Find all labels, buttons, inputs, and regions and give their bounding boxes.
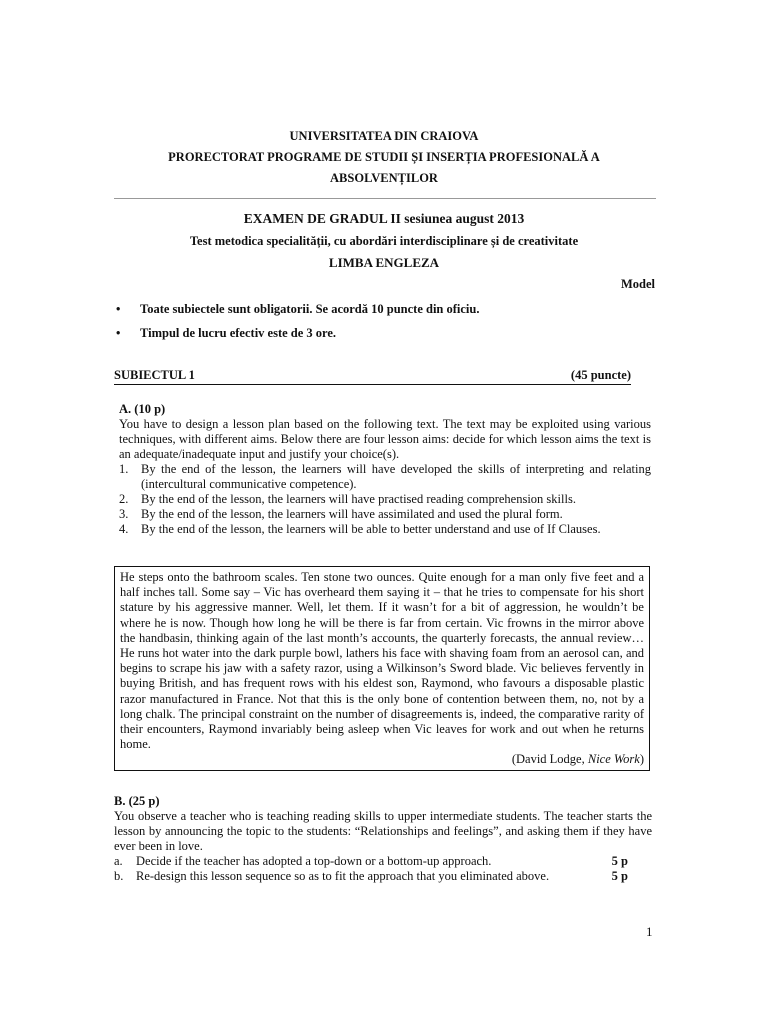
exam-subject: LIMBA ENGLEZA [328, 255, 440, 270]
aim-text: By the end of the lesson, the learners will have developed the skills of interpreting and relating (intercultural communicative competence). [141, 462, 651, 491]
task-letter: b. [114, 869, 124, 883]
instruction-item [114, 324, 656, 348]
aim-number: 3. [119, 507, 129, 521]
bullet-icon: • [116, 302, 121, 316]
instruction-text: Timpul de lucru efectiv este de 3 ore. [140, 326, 337, 340]
instruction-item [114, 300, 656, 324]
subject-heading [114, 368, 631, 385]
instruction-text: Toate subiectele sunt obligatorii. Se acordă 10 puncte din oficiu. [140, 302, 480, 316]
subject-points: (45 puncte) [570, 368, 631, 382]
section-a [119, 402, 651, 537]
exam-heading [0, 208, 768, 274]
aim-text: By the end of the lesson, the learners will have assimilated and used the plural form. [141, 507, 563, 521]
aim-number: 1. [119, 462, 129, 476]
task-points: 5 p [611, 854, 628, 868]
citation-title: Nice Work [587, 752, 640, 767]
section-b-title: B. (25 p) [114, 794, 160, 808]
page-number: 1 [646, 924, 653, 939]
exam-title: EXAMEN DE GRADUL II sesiunea august 2013 [243, 211, 525, 226]
aim-text: By the end of the lesson, the learners will have practised reading comprehension skills. [141, 492, 576, 506]
section-b-tasks [114, 854, 652, 884]
university-header [0, 126, 768, 189]
aim-number: 2. [119, 492, 129, 506]
exam-subtitle: Test metodica specialității, cu abordări interdisciplinare și de creativitate [189, 234, 579, 248]
instructions-list [114, 300, 656, 348]
task-letter: a. [114, 854, 123, 868]
section-b [114, 794, 652, 884]
citation-suffix: ) [639, 752, 644, 767]
header-absolventi: ABSOLVENȚILOR [330, 171, 438, 185]
aim-number: 4. [119, 522, 129, 536]
section-a-intro: You have to design a lesson plan based on the following text. The text may be exploited using various techniques, with different aims. Below there are four lesson aims: decide for which lesson aims the text is an adequate/inadequate input and justify your choice(s). [119, 417, 651, 461]
header-prorectorat: PRORECTORAT PROGRAME DE STUDII ȘI INSERȚIA PROFESIONALĂ A [168, 150, 600, 164]
task-item [114, 869, 652, 884]
header-university: UNIVERSITATEA DIN CRAIOVA [289, 129, 479, 143]
aim-text: By the end of the lesson, the learners will be able to better understand and use of If Clauses. [141, 522, 601, 536]
section-b-intro: You observe a teacher who is teaching reading skills to upper intermediate students. The teacher starts the lesson by announcing the topic to the students: “Relationships and feelings”, and asking them if they have ever been in love. [114, 809, 652, 853]
lesson-aim-item [119, 507, 651, 522]
passage-text: He steps onto the bathroom scales. Ten stone two ounces. Quite enough for a man only five feet and a half inches tall. Some say – Vic has overheard them saying it – that he tries to compensate for his short stature by his aggressive manner. Well, let them. If it wasn’t for a bit of aggression, he wouldn’t be where he is now. Though how long he will be there is far from certain. Vic frowns in the mirror above the handbasin, thinking again of the last month’s accounts, the quarterly forecasts, the annual review…He runs hot water into the dark purple bowl, lathers his face with shaving foam from an aerosol can, and begins to scrape his jaw with a safety razor, using a Wilkinson’s Sword blade. Vic believes fervently in buying British, and has frequent rows with his eldest son, Raymond, who favours a disposable plastic razor manufactured in France. Not that this is the only bone of contention between them, no, not by a long chalk. The principal constraint on the number of disagreements is, indeed, the comparative rarity of their encounters, Raymond invariably being asleep when Vic leaves for work and out when he returns home. [120, 570, 644, 752]
reading-passage-box [114, 566, 650, 771]
passage-citation [120, 752, 644, 767]
task-points: 5 p [611, 869, 628, 883]
header-divider [114, 198, 656, 199]
task-text: Re-design this lesson sequence so as to fit the approach that you eliminated above. [136, 869, 550, 883]
section-a-title: A. (10 p) [119, 402, 166, 416]
task-item [114, 854, 652, 869]
model-label: Model [620, 277, 655, 291]
lesson-aim-item [119, 462, 651, 492]
citation-prefix: (David Lodge, [511, 752, 588, 767]
subject-title: SUBIECTUL 1 [114, 368, 195, 382]
lesson-aim-item [119, 492, 651, 507]
task-text: Decide if the teacher has adopted a top-down or a bottom-up approach. [136, 854, 492, 868]
bullet-icon: • [116, 326, 121, 340]
lesson-aims-list [119, 462, 651, 537]
lesson-aim-item [119, 522, 651, 537]
